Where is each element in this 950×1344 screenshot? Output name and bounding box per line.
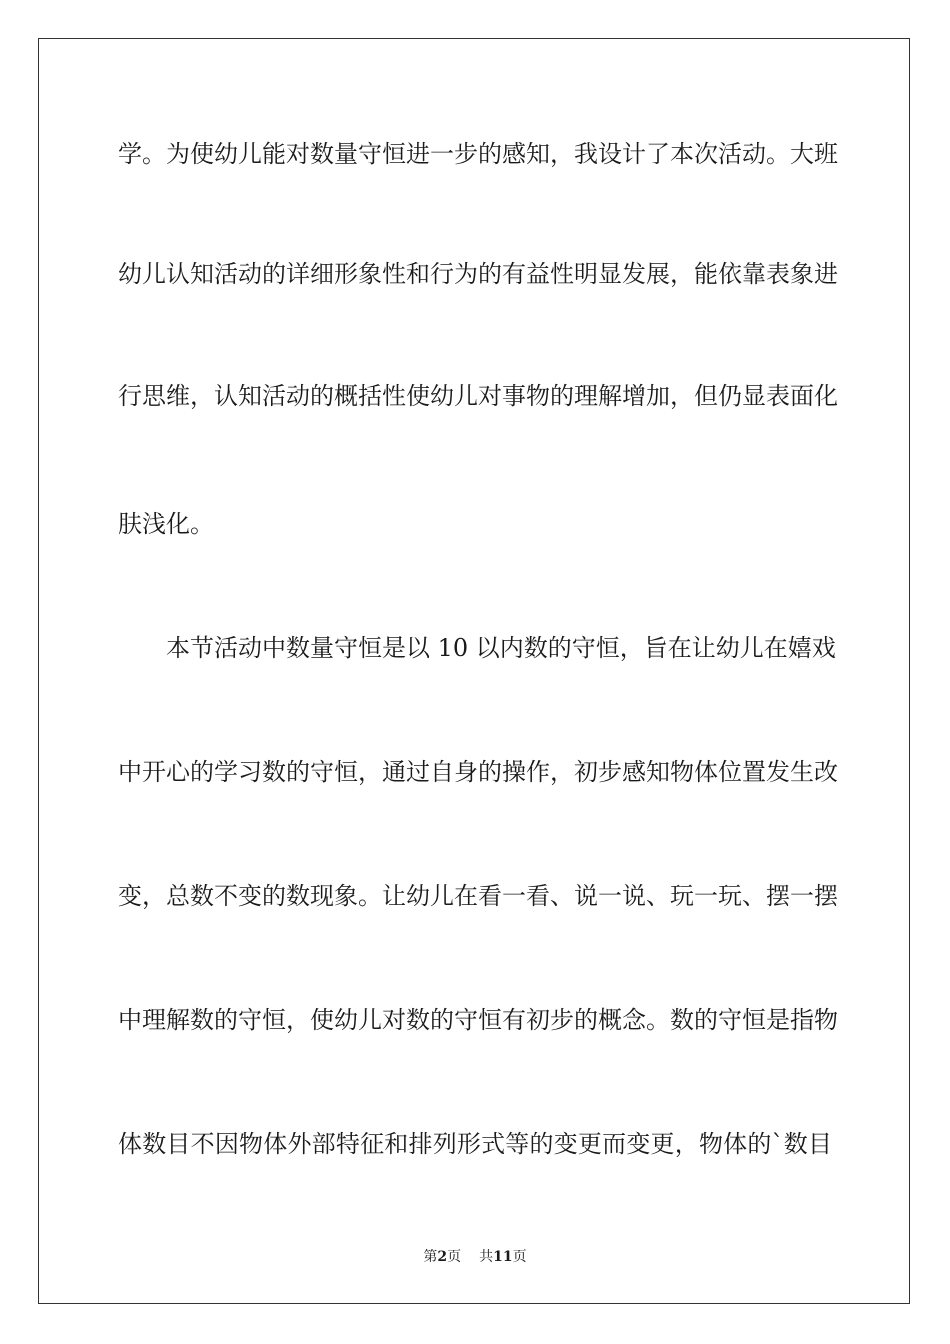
body-line: 变，总数不变的数现象。让幼儿在看一看、说一说、玩一玩、摆一摆 <box>118 882 838 910</box>
body-line: 体数目不因物体外部特征和排列形式等的变更而变更，物体的`数目 <box>118 1130 832 1158</box>
body-line: 行思维，认知活动的概括性使幼儿对事物的理解增加，但仍显表面化 <box>118 382 838 410</box>
footer-total-number: 11 <box>493 1249 513 1265</box>
body-line: 学。为使幼儿能对数量守恒进一步的感知，我设计了本次活动。大班 <box>118 140 838 168</box>
footer-page-suffix: 页 <box>447 1249 462 1265</box>
footer-total-prefix: 共 <box>479 1249 494 1265</box>
body-line: 幼儿认知活动的详细形象性和行为的有益性明显发展，能依靠表象进 <box>118 260 838 288</box>
footer-page-prefix: 第 <box>423 1249 438 1265</box>
body-line: 肤浅化。 <box>118 510 214 538</box>
footer-total-suffix: 页 <box>512 1249 527 1265</box>
page-footer <box>0 1246 950 1266</box>
footer-page-number: 2 <box>437 1249 448 1265</box>
body-line: 中理解数的守恒，使幼儿对数的守恒有初步的概念。数的守恒是指物 <box>118 1006 838 1034</box>
body-line: 中开心的学习数的守恒，通过自身的操作，初步感知物体位置发生改 <box>118 758 838 786</box>
body-line: 本节活动中数量守恒是以 10 以内数的守恒，旨在让幼儿在嬉戏 <box>166 634 836 662</box>
page-border <box>38 38 910 1304</box>
